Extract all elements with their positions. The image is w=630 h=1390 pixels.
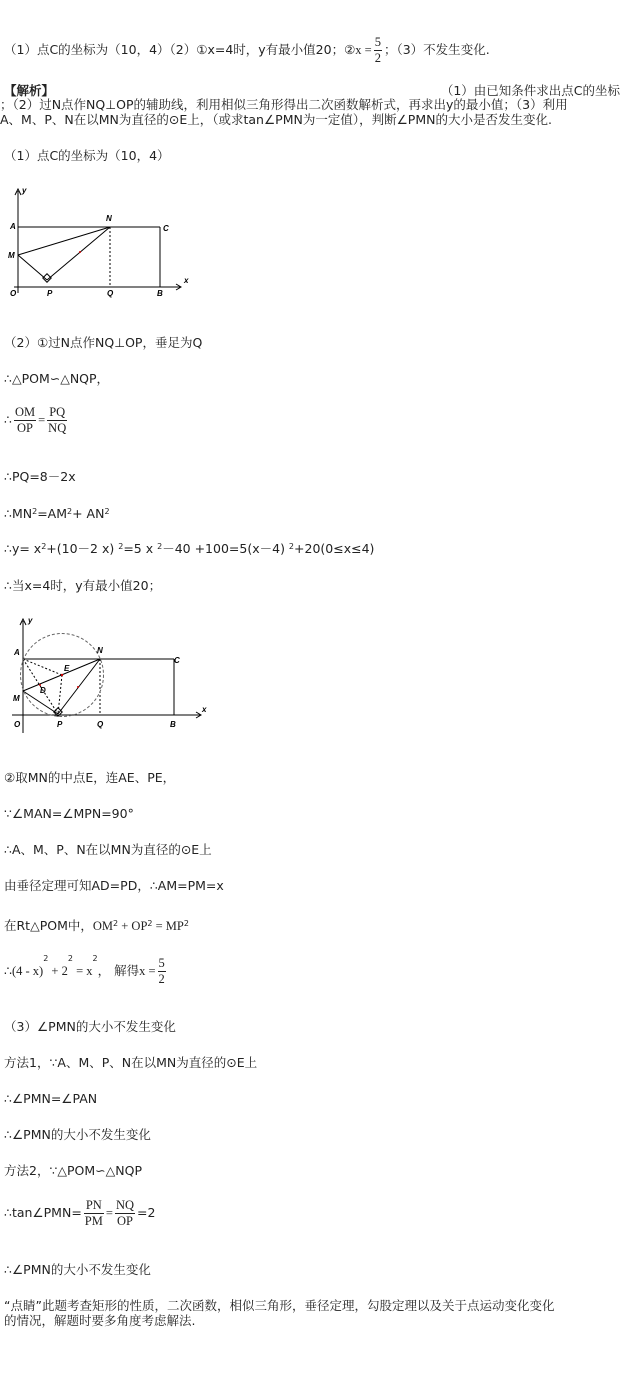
step3-line6: ∴(4 - $x)^2 + 2^2 = x^2$， 解得x = $\frac{5}{2}$ [4, 954, 165, 986]
segment-mn [18, 227, 110, 255]
label-Q: Q [107, 289, 114, 298]
label-A: A [14, 648, 20, 657]
label-B: B [157, 289, 163, 298]
comment-line1: “点睛”此题考查矩形的性质，二次函数，相似三角形，垂径定理，勾股定理以及关于点运动变化变化 [4, 1298, 555, 1313]
label-P: P [57, 720, 63, 729]
figure-1 [2, 183, 192, 298]
label-A: A [10, 222, 16, 231]
fraction-pq-nq: $\frac{PQ}{NQ}$ [48, 405, 67, 435]
step2-line2: ∴△POM∽△NQP， [4, 371, 110, 386]
label-x: x [184, 276, 189, 285]
step4-line5: 方法2，∵△POM∽△NQP [4, 1163, 142, 1178]
step2-line6: ∴y= $x^2+(10-2$ x) $^2$=5 x $^2$－40 +100=5(x－4) $^2$+20(0≤x≤4) [4, 541, 375, 556]
label-O: O [14, 720, 21, 729]
step4-line7: ∴∠PMN的大小不发生变化 [4, 1262, 151, 1277]
fraction-5-2: $\frac{5}{2}$ [158, 956, 165, 986]
label-y: y [22, 186, 27, 195]
label-N: N [97, 646, 103, 655]
answer-tail: ；（3）不发生变化. [383, 42, 490, 57]
answer-part1: （1）点C的坐标为（10，4）（2）①x=4时，y有最小值20；② [4, 42, 356, 57]
point-e [61, 674, 63, 676]
step3-line2: ∵∠MAN=∠MPN=90° [4, 806, 134, 821]
segment-pn [47, 227, 110, 280]
fraction-om-op: $\frac{OM}{OP}$ [14, 405, 36, 435]
answer-line [4, 35, 490, 66]
label-O: O [10, 289, 17, 298]
label-Q: Q [97, 720, 104, 729]
step2-line4: ∴PQ=8－2x [4, 469, 76, 484]
answer-x-eq: x = [355, 43, 372, 57]
label-E: E [64, 664, 70, 673]
label-y: y [28, 616, 33, 625]
analysis-right: （1）由已知条件求出点C的坐标 [440, 83, 620, 98]
segment-ae [23, 659, 62, 675]
label-M: M [13, 694, 20, 703]
step4-line2: 方法1，∵A、M、P、N在以MN为直径的⊙E上 [4, 1055, 258, 1070]
answer-fraction: $\frac{5}{2}$ [374, 35, 381, 65]
analysis-line3: A、M、P、N在以MN为直径的⊙E上，（或求tan∠PMN为一定值），判断∠PMN的大小是否发生变化. [0, 112, 552, 127]
step2-line7: ∴当x=4时，y有最小值20； [4, 578, 162, 593]
step4-line4: ∴∠PMN的大小不发生变化 [4, 1127, 151, 1142]
label-N: N [106, 214, 112, 223]
step3-line5: 在Rt△POM中，$OM^2 + OP^2 = MP^2$ [4, 918, 189, 933]
analysis-line2: ；（2）过N点作NQ⊥OP的辅助线，利用相似三角形得出二次函数解析式，再求出y的最小值；（3）利用 [0, 97, 568, 112]
segment-mp [18, 255, 47, 280]
step2-line5: $\therefore MN^2=AM^2+ AN^2$ [4, 506, 110, 521]
step3-line1: ②取MN的中点E，连AE、PE， [4, 770, 176, 785]
step3-line4: 由垂径定理可知AD=PD，∴AM=PM=x [4, 878, 224, 893]
label-B: B [170, 720, 176, 729]
step4-line6: ∴tan∠PMN= $\frac{PN}{PM}$ = $\frac{NQ}{OP}$ =2 [4, 1198, 156, 1228]
fraction-pn-pm: $\frac{PN}{PM}$ [84, 1198, 103, 1228]
comment-line2: 的情况，解题时要多角度考虑解法. [4, 1313, 196, 1328]
figure-2 [2, 615, 212, 740]
label-P: P [47, 289, 53, 298]
step4-line3: ∴∠PMN=∠PAN [4, 1091, 98, 1106]
label-D: D [40, 686, 46, 695]
label-x: x [202, 705, 207, 714]
step3-line3: ∴A、M、P、N在以MN为直径的⊙E上 [4, 842, 212, 857]
label-C: C [163, 224, 169, 233]
step2-line1: （2）①过N点作NQ⊥OP，垂足为Q [4, 335, 203, 350]
mid-dot [79, 251, 81, 253]
step4-line1: （3）∠PMN的大小不发生变化 [4, 1019, 176, 1034]
label-C: C [174, 656, 180, 665]
mid-dot [77, 686, 79, 688]
step2-ratio: ∴ $\frac{OM}{OP}$ = $\frac{PQ}{NQ}$ [4, 405, 67, 435]
step1-line: （1）点C的坐标为（10，4） [4, 148, 170, 163]
fraction-nq-op: $\frac{NQ}{OP}$ [115, 1198, 134, 1228]
label-M: M [8, 251, 15, 260]
analysis-tag: 【解析】 [4, 83, 55, 98]
